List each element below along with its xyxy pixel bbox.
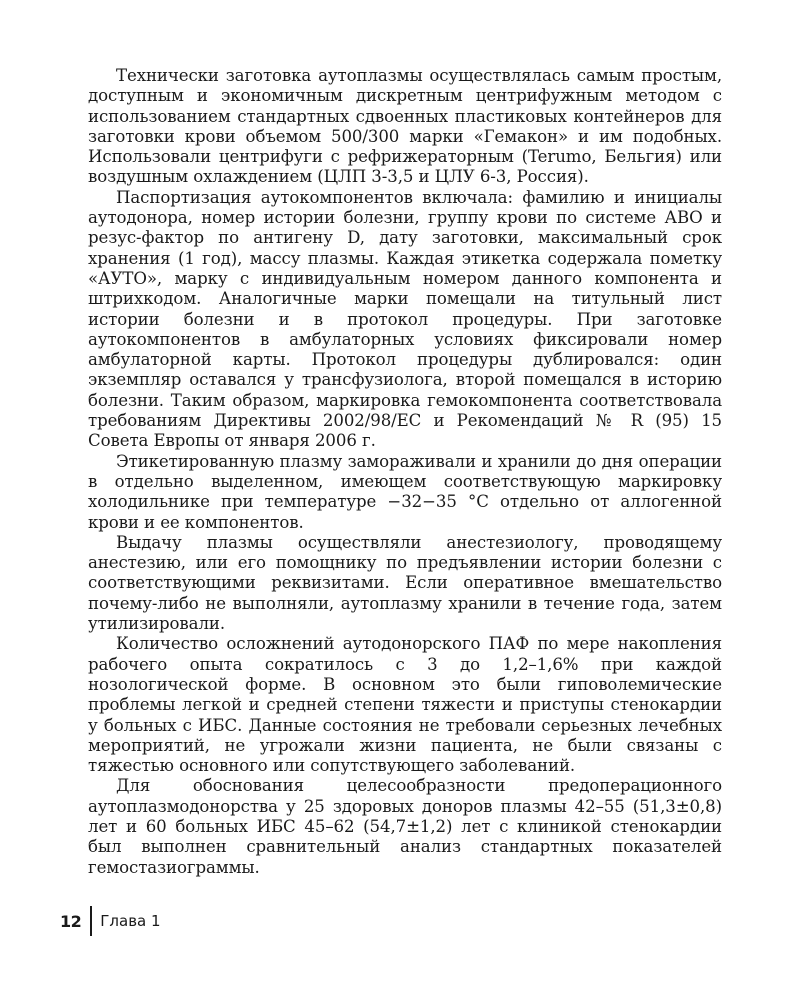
paragraph-labeling: Паспортизация аутокомпонентов включала: фамилию и инициалы аутодонора, номер истории болезни, группу крови по системе АВО и резус-фактор по антигену D, дату заготовки, максимальный срок хранения (1 год), массу плазмы. Каждая этикетка содержала пометку «АУТО», марку с индивидуальным номером данного компонента и штрихкодом. Аналогичные марки помещали на титульный лист истории болезни и в протокол процедуры. При заготовке аутокомпонентов в амбулаторных условиях фиксировали номер амбулаторной карты. Протокол процедуры дублировался: один экземпляр оставался у трансфузиолога, второй помещался в историю болезни. Таким образом, маркировка гемокомпонента соответствовала требованиям Директивы 2002/98/ЕС и Рекомендаций № R (95) 15 Совета Европы от января 2006 г. <box>88 187 722 451</box>
page-body <box>88 66 722 878</box>
page-footer <box>60 906 161 936</box>
chapter-label: Глава 1 <box>100 912 161 930</box>
paragraph-issuing: Выдачу плазмы осуществляли анестезиологу, проводящему анестезию, или его помощнику по предъявлении истории болезни с соответствующими реквизитами. Если оперативное вмешательство почему-либо не выполняли, аутоплазму хранили в течение года, затем утилизировали. <box>88 532 722 634</box>
paragraph-storage: Этикетированную плазму замораживали и хранили до дня операции в отдельно выделенном, имеющем соответствующую маркировку холодильнике при температуре −32−35 °С отдельно от аллогенной крови и ее компонентов. <box>88 451 722 532</box>
paragraph-plasma-procurement: Технически заготовка аутоплазмы осуществлялась самым простым, доступным и экономичным дискретным центрифужным методом с использованием стандартных сдвоенных пластиковых контейнеров для заготовки крови объемом 500/300 марки «Гемакон» и им подобных. Использовали центрифуги с рефрижераторным (Terumo, Бельгия) или воздушным охлаждением (ЦЛП 3-3,5 и ЦЛУ 6-3, Россия). <box>88 66 722 187</box>
paragraph-complications: Количество осложнений аутодонорского ПАФ по мере накопления рабочего опыта сократилось с 3 до 1,2–1,6% при каждой нозологической форме. В основном это были гиповолемические проблемы легкой и средней степени тяжести и приступы стенокардии у больных с ИБС. Данные состояния не требовали серьезных лечебных мероприятий, не угрожали жизни пациента, не были связаны с тяжестью основного или сопутствующего заболеваний. <box>88 634 722 776</box>
footer-divider <box>90 906 92 936</box>
paragraph-analysis: Для обоснования целесообразности предоперационного аутоплазмодонорства у 25 здоровых доноров плазмы 42–55 (51,3±0,8) лет и 60 больных ИБС 45–62 (54,7±1,2) лет с клиникой стенокардии был выполнен сравнительный анализ стандартных показателей гемостазиограммы. <box>88 776 722 877</box>
page-number: 12 <box>60 911 82 931</box>
